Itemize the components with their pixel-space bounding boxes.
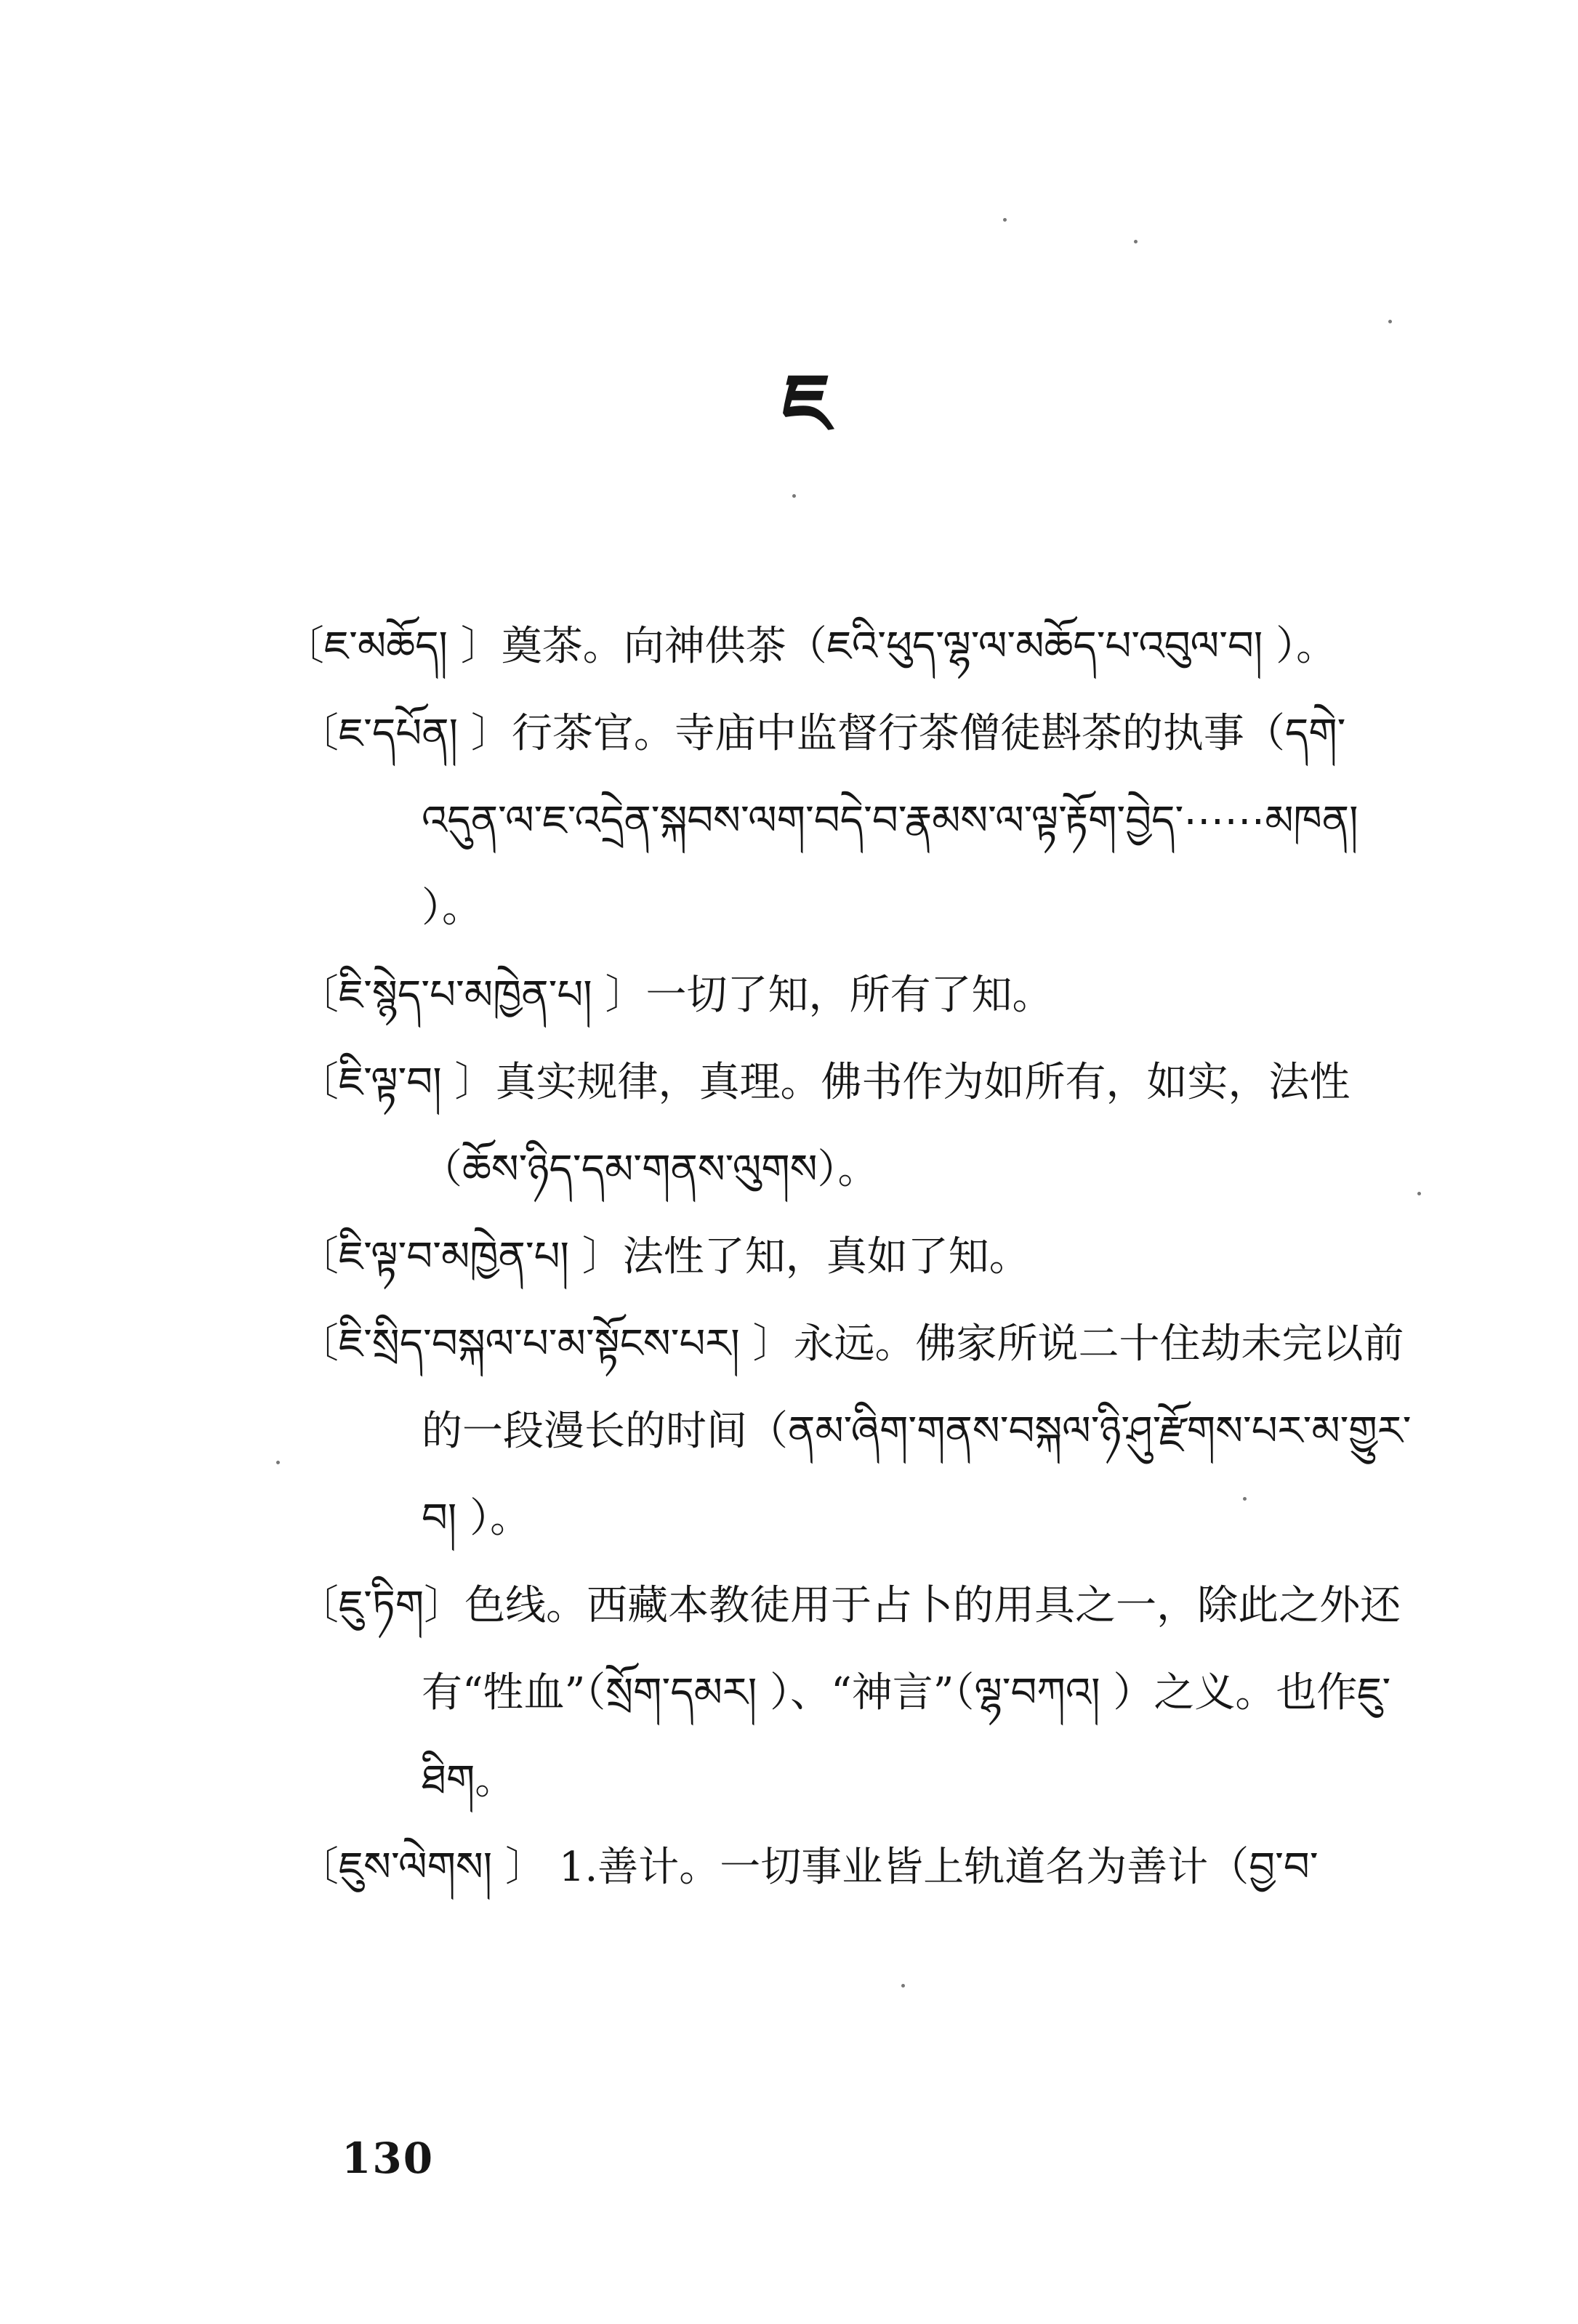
scan-speck xyxy=(1417,1192,1421,1195)
entry-headword: 〔ཇ་མཆོད། 〕 xyxy=(283,623,502,670)
entry-headword: 〔ཇུས་ལེགས། 〕 xyxy=(298,1844,547,1891)
dictionary-entry xyxy=(298,1824,1417,1911)
scan-speck xyxy=(901,1984,905,1988)
entry-headword: 〔ཇི་ལྟ་བ། 〕 xyxy=(298,1059,496,1106)
section-heading: ཇ xyxy=(782,357,832,450)
scan-speck xyxy=(1243,1497,1247,1501)
dictionary-entry xyxy=(283,603,1417,690)
entry-gloss: 奠茶。向神供茶（ཇའི་ཕུད་ལྷ་ལ་མཆོད་པ་འབུལ་བ། ）。 xyxy=(501,623,1337,670)
entry-gloss: 真实规律，真理。佛书作为如所有，如实，法性（ཆོས་ཉིད་དམ་གནས་ལུགས）。 xyxy=(422,1059,1350,1193)
entry-list xyxy=(283,603,1417,1911)
entry-gloss: 1.善计。一切事业皆上轨道名为善计（བྱ་བ་ xyxy=(546,1844,1319,1891)
dictionary-entry xyxy=(298,690,1417,952)
entry-gloss: 永远。佛家所说二十住劫未完以前的一段漫长的时间（ནམ་ཞིག་གནས་བསྐལ་ཉི་ཤུ་རྫོགས་པར་མ་གྱུར་བ། ）。 xyxy=(422,1320,1412,1542)
scan-speck xyxy=(276,1461,280,1464)
scan-speck xyxy=(1003,218,1007,222)
entry-gloss: 法性了知，真如了知。 xyxy=(622,1233,1030,1280)
entry-headword: 〔ཇི་སྲིད་བསྐལ་པ་མ་སྟོངས་པར། 〕 xyxy=(298,1320,794,1368)
scan-speck xyxy=(1134,240,1138,243)
dictionary-entry xyxy=(298,1301,1417,1562)
entry-headword: 〔ཇ་དཔོན། 〕 xyxy=(298,710,512,757)
entry-headword: 〔ཇི་སྙེད་པ་མཁྱེན་པ། 〕 xyxy=(298,972,646,1019)
entry-headword: 〔ཇུ་ཏིག〕 xyxy=(298,1582,465,1629)
dictionary-entry xyxy=(298,1214,1417,1301)
scan-speck xyxy=(792,494,796,498)
dictionary-entry xyxy=(298,1562,1417,1824)
dictionary-entry xyxy=(298,1039,1417,1214)
entry-gloss: 色线。西藏本教徒用于占卜的用具之一，除此之外还有“牲血”（སྲོག་དམར། ）、“神言”（ལྷ་བཀའ། ）之义。也作ཇུ་ཐིག。 xyxy=(422,1582,1401,1804)
entry-headword: 〔ཇི་ལྟ་བ་མཁྱེན་པ། 〕 xyxy=(298,1233,623,1280)
entry-gloss: 行茶官。寺庙中监督行茶僧徒斟茶的执事（དགེ་འདུན་ལ་ཇ་འདྲེན་སྐབས་ལག་བདེ་བ་རྣམས་ལ་ལྟ་རྟོག་བྱེད་⋯⋯མཁན། ）。 xyxy=(422,710,1358,932)
dictionary-entry xyxy=(298,952,1417,1039)
scan-speck xyxy=(1388,320,1392,323)
page-number: 130 xyxy=(342,2134,435,2183)
entry-gloss: 一切了知，所有了知。 xyxy=(645,972,1053,1019)
